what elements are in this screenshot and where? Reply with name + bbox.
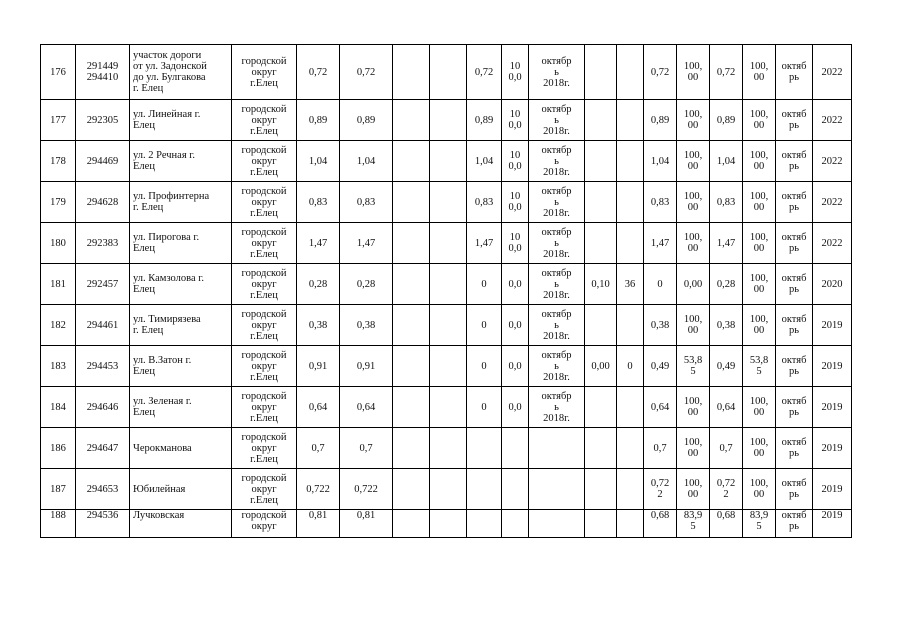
table-cell: городской округ г.Елец: [232, 182, 297, 223]
table-cell: ул. Линейная г. Елец: [130, 100, 232, 141]
table-cell: 1,47: [710, 223, 743, 264]
table-row: [41, 141, 852, 182]
table-cell: 181: [41, 264, 76, 305]
table-cell: 100, 00: [677, 387, 710, 428]
table-cell: городской округ г.Елец: [232, 223, 297, 264]
table-cell: 0: [467, 305, 502, 346]
table-cell: 1,04: [340, 141, 393, 182]
table-cell: [617, 387, 644, 428]
table-cell: октяб рь: [776, 305, 813, 346]
table-row: [41, 45, 852, 100]
table-cell: октябр ь 2018г.: [529, 45, 585, 100]
table-cell: [430, 141, 467, 182]
table-body: [41, 45, 852, 538]
table-cell: 0,68: [710, 510, 743, 538]
table-cell: 2019: [813, 469, 852, 510]
table-cell: [585, 223, 617, 264]
table-cell: 0,0: [502, 264, 529, 305]
table-cell: [467, 428, 502, 469]
table-cell: [393, 182, 430, 223]
table-cell: 1,04: [710, 141, 743, 182]
table-cell: Черокманова: [130, 428, 232, 469]
table-cell: 0,0: [502, 387, 529, 428]
table-cell: 0,89: [340, 100, 393, 141]
table-cell: 0: [467, 264, 502, 305]
table-cell: 100, 00: [743, 428, 776, 469]
table-cell: октяб рь: [776, 100, 813, 141]
table-cell: [502, 428, 529, 469]
table-cell: 0,72 2: [710, 469, 743, 510]
table-cell: 0,38: [340, 305, 393, 346]
table-cell: 0,89: [710, 100, 743, 141]
table-cell: [393, 510, 430, 538]
table-cell: 0: [644, 264, 677, 305]
table-cell: 0,38: [297, 305, 340, 346]
table-cell: 2019: [813, 305, 852, 346]
table-cell: 100, 00: [677, 469, 710, 510]
table-cell: 0,10: [585, 264, 617, 305]
table-cell: [393, 346, 430, 387]
table-cell: октяб рь: [776, 223, 813, 264]
table-cell: 1,47: [340, 223, 393, 264]
table-cell: октябр ь 2018г.: [529, 264, 585, 305]
table-cell: 0,7: [644, 428, 677, 469]
table-cell: [585, 182, 617, 223]
table-cell: 0,7: [297, 428, 340, 469]
table-cell: октябр ь 2018г.: [529, 346, 585, 387]
table-cell: 100, 00: [677, 182, 710, 223]
table-cell: 0,81: [340, 510, 393, 538]
table-cell: 0,89: [467, 100, 502, 141]
table-cell: 10 0,0: [502, 100, 529, 141]
table-cell: 2019: [813, 428, 852, 469]
table-cell: 83,9 5: [677, 510, 710, 538]
table-cell: 2019: [813, 387, 852, 428]
table-cell: 182: [41, 305, 76, 346]
table-cell: [529, 510, 585, 538]
table-cell: 0,72: [340, 45, 393, 100]
table-cell: 0,91: [297, 346, 340, 387]
table-cell: [393, 305, 430, 346]
table-cell: городской округ г.Елец: [232, 264, 297, 305]
table-cell: [393, 469, 430, 510]
table-cell: ул. Зеленая г. Елец: [130, 387, 232, 428]
table-cell: октябр ь 2018г.: [529, 141, 585, 182]
table-cell: [430, 469, 467, 510]
table-cell: [393, 223, 430, 264]
table-cell: [617, 510, 644, 538]
table-cell: 176: [41, 45, 76, 100]
table-cell: 178: [41, 141, 76, 182]
table-cell: 0,83: [297, 182, 340, 223]
table-cell: 2019: [813, 510, 852, 538]
table-cell: октяб рь: [776, 346, 813, 387]
table-cell: 0,722: [297, 469, 340, 510]
table-cell: [393, 141, 430, 182]
table-cell: [467, 510, 502, 538]
table-cell: [430, 305, 467, 346]
table-cell: октябр ь 2018г.: [529, 223, 585, 264]
table-cell: октяб рь: [776, 428, 813, 469]
table-cell: ул. Профинтерна г. Елец: [130, 182, 232, 223]
table-cell: [393, 264, 430, 305]
table-cell: 0: [467, 387, 502, 428]
table-cell: [393, 100, 430, 141]
table-cell: [617, 182, 644, 223]
table-cell: 1,47: [644, 223, 677, 264]
table-cell: [430, 100, 467, 141]
table-cell: 0,28: [297, 264, 340, 305]
table-cell: городской округ г.Елец: [232, 387, 297, 428]
table-cell: 0,91: [340, 346, 393, 387]
table-cell: [585, 469, 617, 510]
table-cell: 0,72: [297, 45, 340, 100]
table-cell: октяб рь: [776, 264, 813, 305]
table-cell: октябр ь 2018г.: [529, 182, 585, 223]
table-cell: городской округ г.Елец: [232, 141, 297, 182]
table-row: [41, 428, 852, 469]
table-cell: [617, 141, 644, 182]
table-cell: октяб рь: [776, 141, 813, 182]
table-cell: 100, 00: [677, 428, 710, 469]
table-cell: Лучковская: [130, 510, 232, 538]
table-cell: 100, 00: [743, 387, 776, 428]
table-cell: 0,49: [710, 346, 743, 387]
table-cell: 0,83: [644, 182, 677, 223]
table-cell: ул. 2 Речная г. Елец: [130, 141, 232, 182]
table-cell: [529, 428, 585, 469]
table-cell: 36: [617, 264, 644, 305]
table-cell: 2022: [813, 141, 852, 182]
table-cell: 292305: [76, 100, 130, 141]
table-cell: 2022: [813, 182, 852, 223]
table-cell: [585, 141, 617, 182]
table-cell: 100, 00: [743, 264, 776, 305]
table-cell: октябр ь 2018г.: [529, 100, 585, 141]
table-cell: 294453: [76, 346, 130, 387]
table-cell: Юбилейная: [130, 469, 232, 510]
table-cell: [617, 223, 644, 264]
table-cell: 0,722: [340, 469, 393, 510]
table-cell: 100, 00: [677, 45, 710, 100]
table-cell: октяб рь: [776, 510, 813, 538]
table-row: [41, 182, 852, 223]
table-row: [41, 387, 852, 428]
table-cell: [430, 45, 467, 100]
table-cell: 100, 00: [677, 305, 710, 346]
table-cell: 184: [41, 387, 76, 428]
table-cell: 188: [41, 510, 76, 538]
table-cell: ул. Пирогова г. Елец: [130, 223, 232, 264]
table-cell: 0,72: [467, 45, 502, 100]
table-cell: 0,72: [644, 45, 677, 100]
table-cell: 0,64: [297, 387, 340, 428]
table-cell: 100, 00: [743, 45, 776, 100]
table-cell: [617, 100, 644, 141]
table-cell: 100, 00: [677, 100, 710, 141]
table-cell: [585, 305, 617, 346]
table-cell: 0,28: [710, 264, 743, 305]
table-cell: 100, 00: [743, 305, 776, 346]
table-cell: 100, 00: [743, 223, 776, 264]
table-cell: городской округ г.Елец: [232, 305, 297, 346]
table-cell: [430, 346, 467, 387]
table-cell: 177: [41, 100, 76, 141]
table-cell: 0,72 2: [644, 469, 677, 510]
table-row: [41, 264, 852, 305]
table-cell: [617, 428, 644, 469]
table-cell: [585, 387, 617, 428]
table-cell: октяб рь: [776, 45, 813, 100]
table-cell: ул. В.Затон г. Елец: [130, 346, 232, 387]
table-cell: 0,00: [585, 346, 617, 387]
table-cell: 1,04: [297, 141, 340, 182]
table-cell: 294647: [76, 428, 130, 469]
table-cell: октяб рь: [776, 469, 813, 510]
table-cell: [430, 510, 467, 538]
table-cell: 0,83: [340, 182, 393, 223]
table-cell: 100, 00: [677, 223, 710, 264]
table-cell: городской округ г.Елец: [232, 100, 297, 141]
table-cell: 0,89: [644, 100, 677, 141]
table-cell: [393, 428, 430, 469]
table-cell: 0,68: [644, 510, 677, 538]
table-cell: 83,9 5: [743, 510, 776, 538]
table-cell: 0,7: [710, 428, 743, 469]
table-cell: [585, 100, 617, 141]
table-cell: 292457: [76, 264, 130, 305]
table-cell: 187: [41, 469, 76, 510]
table-cell: 100, 00: [743, 100, 776, 141]
table-cell: 294653: [76, 469, 130, 510]
table-cell: 0,81: [297, 510, 340, 538]
table-cell: 2022: [813, 223, 852, 264]
table-cell: 1,47: [297, 223, 340, 264]
table-cell: [585, 428, 617, 469]
table-row: [41, 469, 852, 510]
table-cell: 1,47: [467, 223, 502, 264]
table-cell: 2019: [813, 346, 852, 387]
table-cell: 0,89: [297, 100, 340, 141]
table-cell: октяб рь: [776, 387, 813, 428]
table-cell: 10 0,0: [502, 141, 529, 182]
table-cell: [617, 305, 644, 346]
table-cell: 0,0: [502, 305, 529, 346]
table-cell: [617, 45, 644, 100]
table-cell: [585, 45, 617, 100]
table-cell: 100, 00: [743, 141, 776, 182]
table-cell: 0,28: [340, 264, 393, 305]
table-cell: 0,83: [710, 182, 743, 223]
road-register-table: [40, 44, 852, 538]
table-cell: 294646: [76, 387, 130, 428]
table-cell: [467, 469, 502, 510]
table-cell: 10 0,0: [502, 223, 529, 264]
table-cell: 53,8 5: [743, 346, 776, 387]
table-cell: 1,04: [467, 141, 502, 182]
table-cell: 294536: [76, 510, 130, 538]
table-cell: 2020: [813, 264, 852, 305]
table-cell: 294469: [76, 141, 130, 182]
table-cell: 0,64: [710, 387, 743, 428]
table-cell: 0,0: [502, 346, 529, 387]
table-cell: 294461: [76, 305, 130, 346]
table-cell: городской округ г.Елец: [232, 469, 297, 510]
table-cell: 0,72: [710, 45, 743, 100]
table-cell: городской округ г.Елец: [232, 428, 297, 469]
table-row: [41, 346, 852, 387]
table-cell: [585, 510, 617, 538]
table-cell: 0,38: [710, 305, 743, 346]
table-cell: 0,38: [644, 305, 677, 346]
table-row: [41, 100, 852, 141]
table-cell: 179: [41, 182, 76, 223]
table-cell: 291449 294410: [76, 45, 130, 100]
table-cell: 0,83: [467, 182, 502, 223]
table-row: [41, 305, 852, 346]
table-cell: 292383: [76, 223, 130, 264]
table-cell: 0,49: [644, 346, 677, 387]
table-cell: 10 0,0: [502, 45, 529, 100]
table-cell: [617, 469, 644, 510]
table-cell: 2022: [813, 45, 852, 100]
table-cell: 53,8 5: [677, 346, 710, 387]
table-cell: 0: [617, 346, 644, 387]
table-cell: [430, 387, 467, 428]
table-cell: октяб рь: [776, 182, 813, 223]
table-cell: [430, 223, 467, 264]
table-cell: 100, 00: [677, 141, 710, 182]
table-cell: 186: [41, 428, 76, 469]
table-cell: ул. Камзолова г. Елец: [130, 264, 232, 305]
table-cell: 0,64: [340, 387, 393, 428]
table-cell: [430, 182, 467, 223]
table-cell: [393, 387, 430, 428]
table-cell: 0,7: [340, 428, 393, 469]
table-cell: городской округ г.Елец: [232, 45, 297, 100]
table-cell: октябр ь 2018г.: [529, 387, 585, 428]
table-cell: 2022: [813, 100, 852, 141]
table-cell: 100, 00: [743, 469, 776, 510]
table-cell: октябр ь 2018г.: [529, 305, 585, 346]
table-cell: 0,00: [677, 264, 710, 305]
table-row: [41, 510, 852, 538]
table-cell: 0: [467, 346, 502, 387]
table-cell: [393, 45, 430, 100]
table-cell: 183: [41, 346, 76, 387]
table-cell: городской округ г.Елец: [232, 346, 297, 387]
table-cell: 100, 00: [743, 182, 776, 223]
table-cell: [502, 510, 529, 538]
table-cell: 1,04: [644, 141, 677, 182]
table-cell: участок дороги от ул. Задонской до ул. Булгакова г. Елец: [130, 45, 232, 100]
table-cell: 294628: [76, 182, 130, 223]
table-cell: городской округ: [232, 510, 297, 538]
table-cell: ул. Тимирязева г. Елец: [130, 305, 232, 346]
table-cell: [529, 469, 585, 510]
table-cell: 180: [41, 223, 76, 264]
table-cell: [430, 264, 467, 305]
table-cell: [430, 428, 467, 469]
table-cell: 10 0,0: [502, 182, 529, 223]
table-cell: 0,64: [644, 387, 677, 428]
table-row: [41, 223, 852, 264]
table-cell: [502, 469, 529, 510]
